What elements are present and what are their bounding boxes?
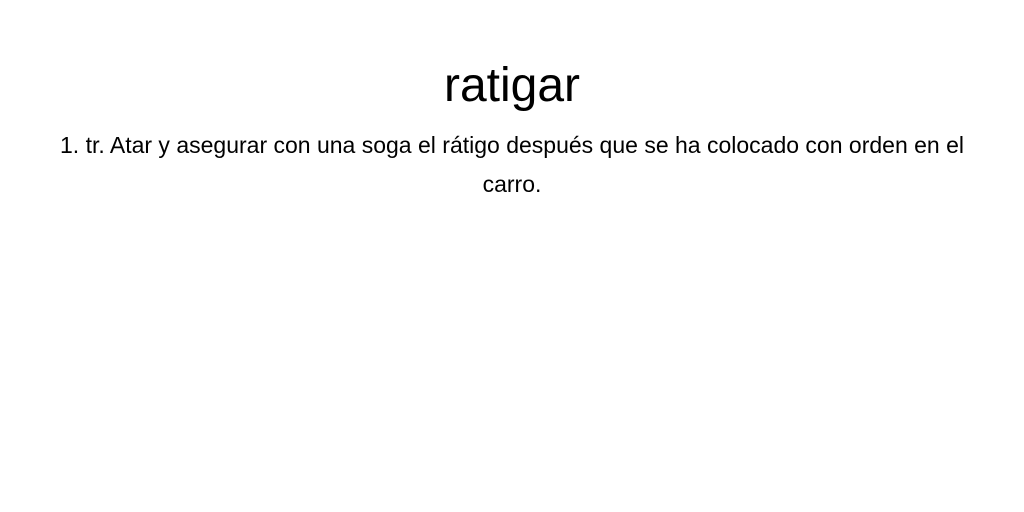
entry-definition: 1. tr. Atar y asegurar con una soga el rátigo después que se ha colocado con orden en el carro. (60, 132, 964, 197)
entry-headword: ratigar (443, 59, 581, 112)
